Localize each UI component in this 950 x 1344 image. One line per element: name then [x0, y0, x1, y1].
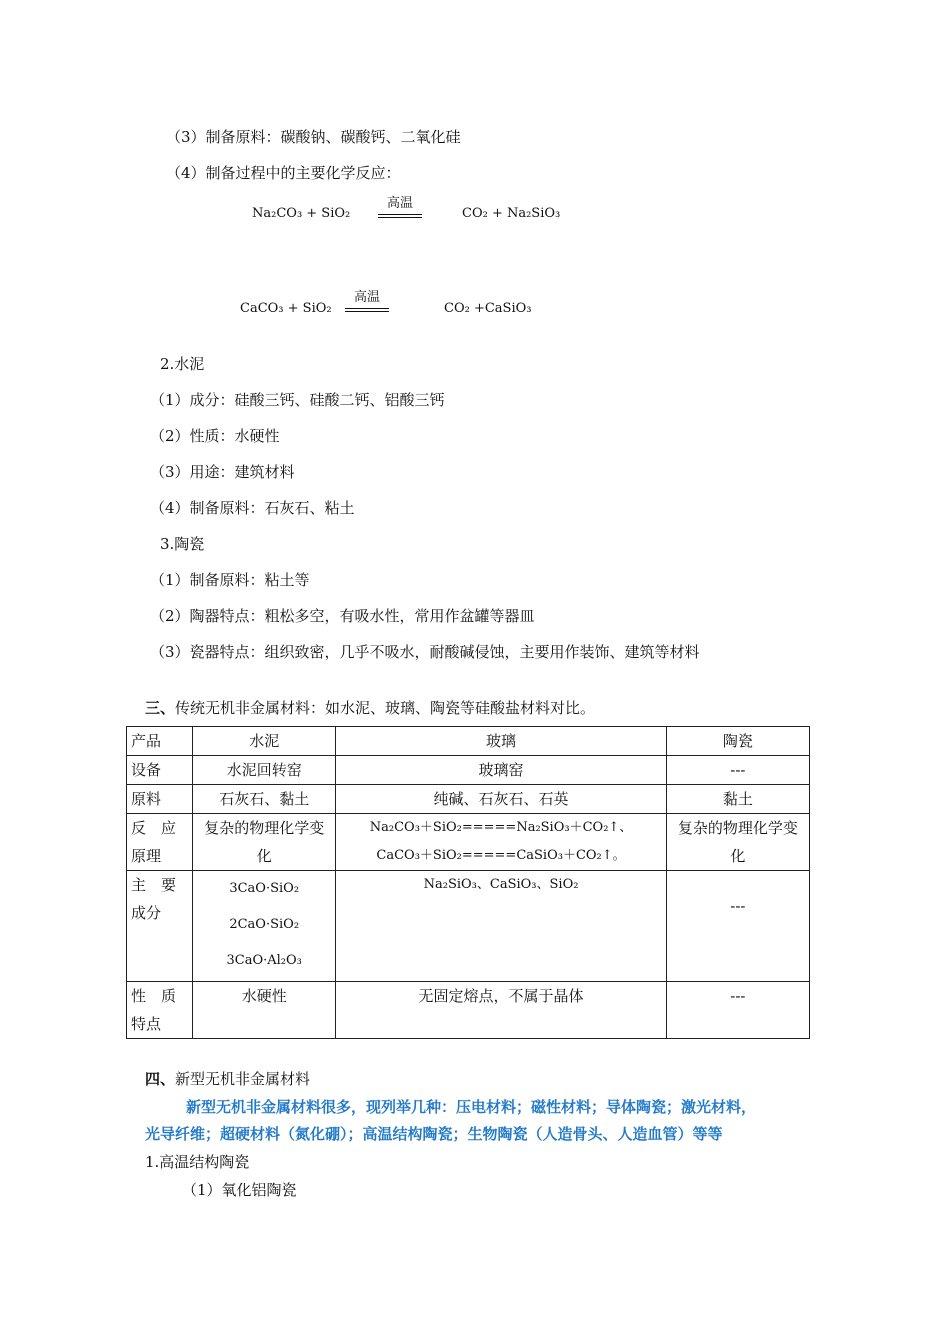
highlight-line-2: 光导纤维；超硬材料（氮化硼）；高温结构陶瓷；生物陶瓷（人造骨头、人造血管）等等: [145, 1125, 723, 1143]
table-cell: ---: [666, 756, 809, 785]
subsection-1-item-1: （1）氧化铝陶瓷: [182, 1181, 297, 1199]
equals-bar: [345, 311, 389, 312]
table-header-row: [127, 727, 810, 756]
equals-bar: [378, 217, 422, 218]
header-cell: 产品: [127, 727, 193, 756]
highlight-line-1: 新型无机非金属材料很多，现列举几种：压电材料；磁性材料；导体陶瓷；激光材料，: [186, 1098, 757, 1116]
table-cell: Na₂SiO₃、CaSiO₃、SiO₂: [336, 871, 666, 982]
ceramic-item-3: （3）瓷器特点：组织致密，几乎不吸水，耐酸碱侵蚀，主要用作装饰、建筑等材料: [150, 643, 700, 661]
table-row: [127, 785, 810, 814]
component-line: 2CaO·SiO₂: [229, 917, 300, 932]
table-cell: 黏土: [666, 785, 809, 814]
header-cell: 陶瓷: [666, 727, 809, 756]
equals-bar: [345, 308, 389, 309]
equation-1-condition: [378, 196, 422, 218]
component-line: 3CaO·Al₂O₃: [226, 953, 302, 968]
condition-label: 高温: [353, 290, 380, 305]
row-label-line: 性 质: [131, 987, 177, 1005]
section-4-text: 新型无机非金属材料: [175, 1070, 311, 1088]
table-cell: 纯碱、石灰石、石英: [336, 785, 666, 814]
cement-heading: 2.水泥: [160, 355, 205, 373]
table-cell: ---: [666, 871, 809, 982]
section-4-number: 四、: [145, 1070, 176, 1088]
glass-item-3: （3）制备原料：碳酸钠、碳酸钙、二氧化硅: [166, 128, 461, 146]
header-cell: 玻璃: [336, 727, 666, 756]
table-cell: 水硬性: [193, 982, 336, 1039]
cement-item-2: （2）性质：水硬性: [150, 427, 280, 445]
table-row: [127, 982, 810, 1039]
glass-item-4: （4）制备过程中的主要化学反应：: [166, 164, 401, 182]
row-label-line: 原理: [131, 847, 162, 865]
subsection-1-heading: 1.高温结构陶瓷: [145, 1153, 250, 1171]
ceramic-item-1: （1）制备原料：粘土等: [150, 571, 310, 589]
row-label-line: 特点: [131, 1015, 162, 1033]
table-cell: ---: [666, 982, 809, 1039]
table-cell: [336, 814, 666, 871]
row-label-line: 成分: [131, 904, 162, 922]
equation-2-right: CO₂ +CaSiO₃: [444, 301, 532, 316]
table-cell: 复杂的物理化学变化: [193, 814, 336, 871]
row-label: [127, 814, 193, 871]
component-line: 3CaO·SiO₂: [229, 881, 300, 896]
equals-bar: [378, 214, 422, 215]
row-label: [127, 871, 193, 982]
row-label: [127, 982, 193, 1039]
table-row: [127, 871, 810, 982]
comparison-table: [126, 726, 810, 1039]
row-label: 原料: [127, 785, 193, 814]
row-label-line: 主 要: [131, 876, 177, 894]
section-3-title: [145, 698, 595, 718]
cement-item-4: （4）制备原料：石灰石、粘土: [150, 499, 355, 517]
ceramic-item-2: （2）陶器特点：粗松多空，有吸水性，常用作盆罐等器皿: [150, 607, 535, 625]
table-row: [127, 814, 810, 871]
reaction-line: Na₂CO₃＋SiO₂=====Na₂SiO₃＋CO₂↑、: [369, 820, 633, 835]
section-4-title: [145, 1069, 310, 1089]
table-row: [127, 756, 810, 785]
table-cell: 水泥回转窑: [193, 756, 336, 785]
table-cell: 无固定熔点，不属于晶体: [336, 982, 666, 1039]
reaction-line: CaCO₃＋SiO₂=====CaSiO₃＋CO₂↑。: [376, 848, 626, 863]
equation-2-condition: [345, 290, 389, 312]
table-cell: 复杂的物理化学变化: [666, 814, 809, 871]
condition-label: 高温: [386, 196, 413, 211]
equation-2-left: CaCO₃ + SiO₂: [240, 301, 332, 316]
table-cell: [193, 871, 336, 982]
ceramic-heading: 3.陶瓷: [160, 535, 205, 553]
table-cell: 石灰石、黏土: [193, 785, 336, 814]
table-cell: 玻璃窑: [336, 756, 666, 785]
cement-item-1: （1）成分：硅酸三钙、硅酸二钙、铝酸三钙: [150, 391, 445, 409]
row-label: 设备: [127, 756, 193, 785]
equation-1-left: Na₂CO₃ + SiO₂: [252, 206, 351, 221]
section-3-number: 三、: [145, 699, 176, 717]
section-3-text: 传统无机非金属材料：如水泥、玻璃、陶瓷等硅酸盐材料对比。: [175, 699, 596, 717]
equation-1-right: CO₂ + Na₂SiO₃: [462, 206, 561, 221]
row-label-line: 反 应: [131, 819, 177, 837]
cement-item-3: （3）用途：建筑材料: [150, 463, 295, 481]
header-cell: 水泥: [193, 727, 336, 756]
